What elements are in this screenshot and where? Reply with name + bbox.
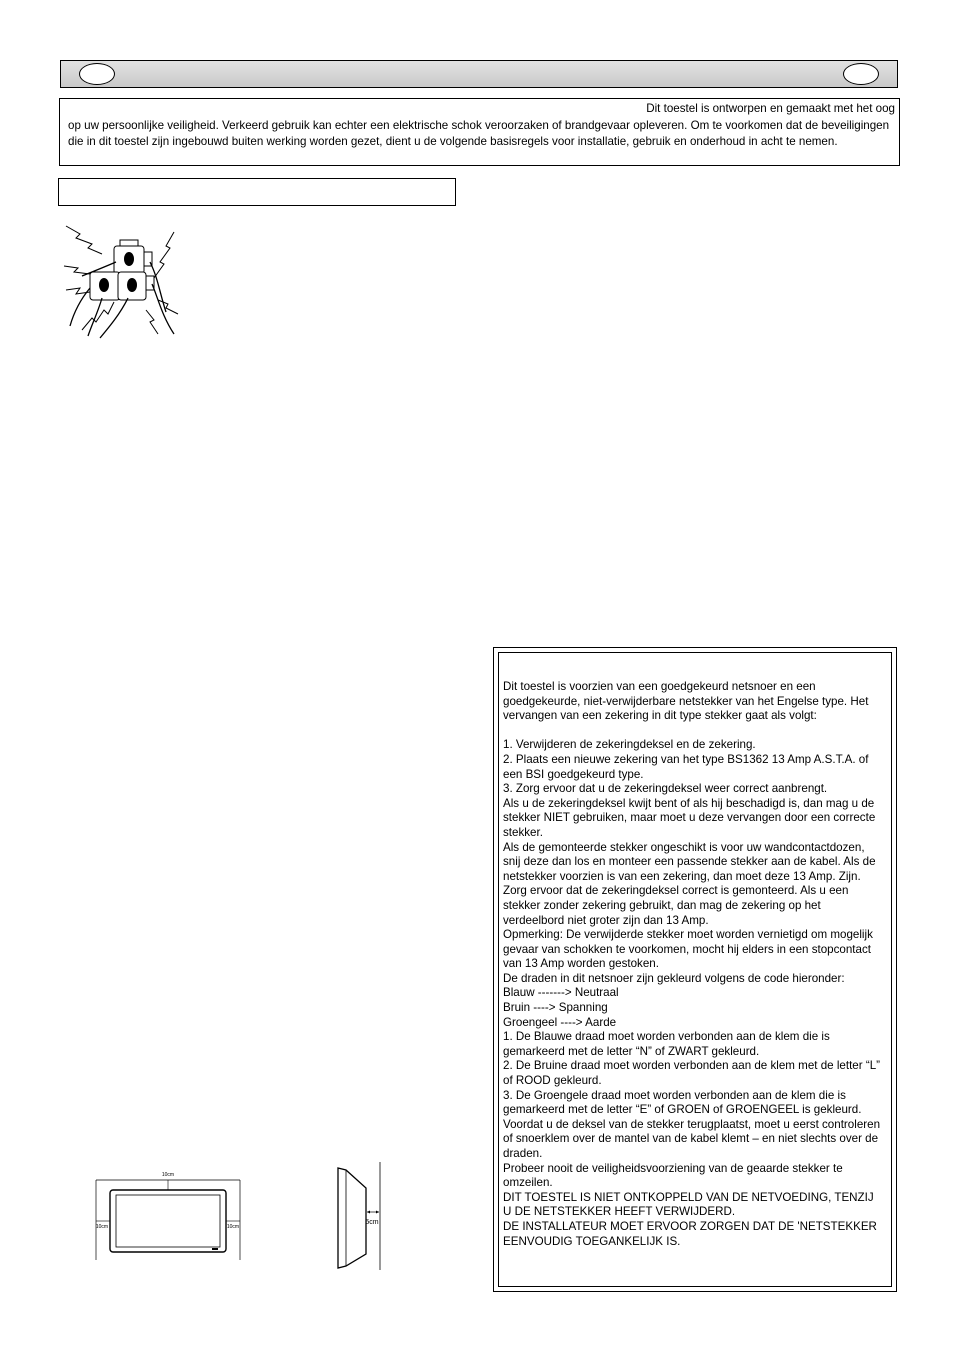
fuse-paragraph: Als u de zekeringdeksel kwijt bent of als hij beschadigd is, dan mag u de stekker NIET gebruiken, maar moet u deze vervangen door een correcte stekker. [503,796,876,839]
fuse-instructions-panel [493,647,897,1292]
clearance-left-label: 10cm [95,1224,109,1230]
wire-code-line: Blauw -------> Neutraal [503,986,619,1000]
fuse-paragraph: 1. De Blauwe draad moet worden verbonden aan de klem die is gemarkeerd met de letter “N” of ZWART gekleurd. [503,1030,830,1058]
wire-code-line: Bruin ----> Spanning [503,1001,608,1015]
fuse-paragraph: 2. Plaats een nieuwe zekering van het type BS1362 13 Amp A.S.T.A. of een BSI goedgekeurd type. [503,752,869,781]
clearance-diagram-side [330,1160,386,1272]
fuse-intro-paragraph: Dit toestel is voorzien van een goedgekeurd netsnoer en een goedgekeurde, niet-verwijderbare netstekker van het Engelse type. Het vervangen van een zekering in dit type stekker gaat als volgt: [503,680,869,723]
clearance-diagram-front [92,1168,244,1260]
fuse-instructions-text [503,680,883,1249]
fuse-paragraph: 2. De Bruine draad moet worden verbonden aan de klem met de letter “L” of ROOD gekleurd. [503,1059,881,1088]
clearance-right-label: 10cm [226,1224,240,1230]
language-badge-right [843,63,879,85]
intro-rest-text: op uw persoonlijke veiligheid. Verkeerd gebruik kan echter een elektrische schok veroorzaken of brandgevaar opleveren. Om te voorkomen dat de beveiligingen die in dit toestel zijn ingebouwd buiten werking worden gezet, dient u de volgende basisregels voor installatie, gebruik en onderhoud in acht te nemen. [68,118,890,148]
fuse-paragraph: De draden in dit netsnoer zijn gekleurd volgens de code hieronder: [503,971,845,985]
section-heading-box [58,178,456,206]
overloaded-socket-illustration [62,222,180,340]
fuse-paragraph: Als de gemonteerde stekker ongeschikt is voor uw wandcontactdozen, snij deze dan los en monteer een passende stekker aan de kabel. Als de netstekker voorzien is van een zekering, dan moet deze 13 Amp. Zijn. Zorg ervoor dat de zekeringdeksel correct is gemonteerd. Als u een stekker zonder zekering gebruikt, dan mag de zekering op het verdeelbord niet groter zijn dan 13 Amp. [503,840,876,927]
fuse-paragraph: Probeer nooit de veiligheidsvoorziening van de geaarde stekker te omzeilen. [503,1161,843,1190]
wire-code-line: Groengeel ----> Aarde [503,1015,617,1029]
fuse-paragraph: Voordat u de deksel van de stekker terugplaatst, moet u eerst controleren of snoerklem over de mantel van de kabel klemt – en niet slechts over de draden. [503,1117,881,1160]
language-badge-left [79,63,115,85]
clearance-side-label: 5cm [365,1219,379,1226]
fuse-warning: DE INSTALLATEUR MOET ERVOOR ZORGEN DAT DE 'NETSTEKKER EENVOUDIG TOEGANKELIJK IS. [503,1219,877,1248]
fuse-paragraph: 1. Verwijderen de zekeringdeksel en de zekering. [503,738,756,752]
safety-intro-box [59,98,900,166]
language-header-bar [60,60,898,88]
clearance-top-label: 10cm [161,1172,175,1178]
fuse-paragraph: 3. Zorg ervoor dat u de zekeringdeksel weer correct aanbrengt. [503,782,828,796]
intro-first-line: Dit toestel is ontworpen en gemaakt met het oog [646,102,895,115]
fuse-paragraph: 3. De Groengele draad moet worden verbonden aan de klem die is gemarkeerd met de letter “E” of GROEN of GROENGEEL is gekleurd. [503,1088,862,1117]
fuse-warning: DIT TOESTEL IS NIET ONTKOPPELD VAN DE NETVOEDING, TENZIJ U DE NETSTEKKER HEEFT VERWIJDERD. [503,1190,874,1219]
fuse-paragraph: Opmerking: De verwijderde stekker moet worden vernietigd om mogelijk gevaar van schokken te voorkomen, mocht hij elders in een stopcontact van 13 Amp worden gestoken. [503,928,873,971]
